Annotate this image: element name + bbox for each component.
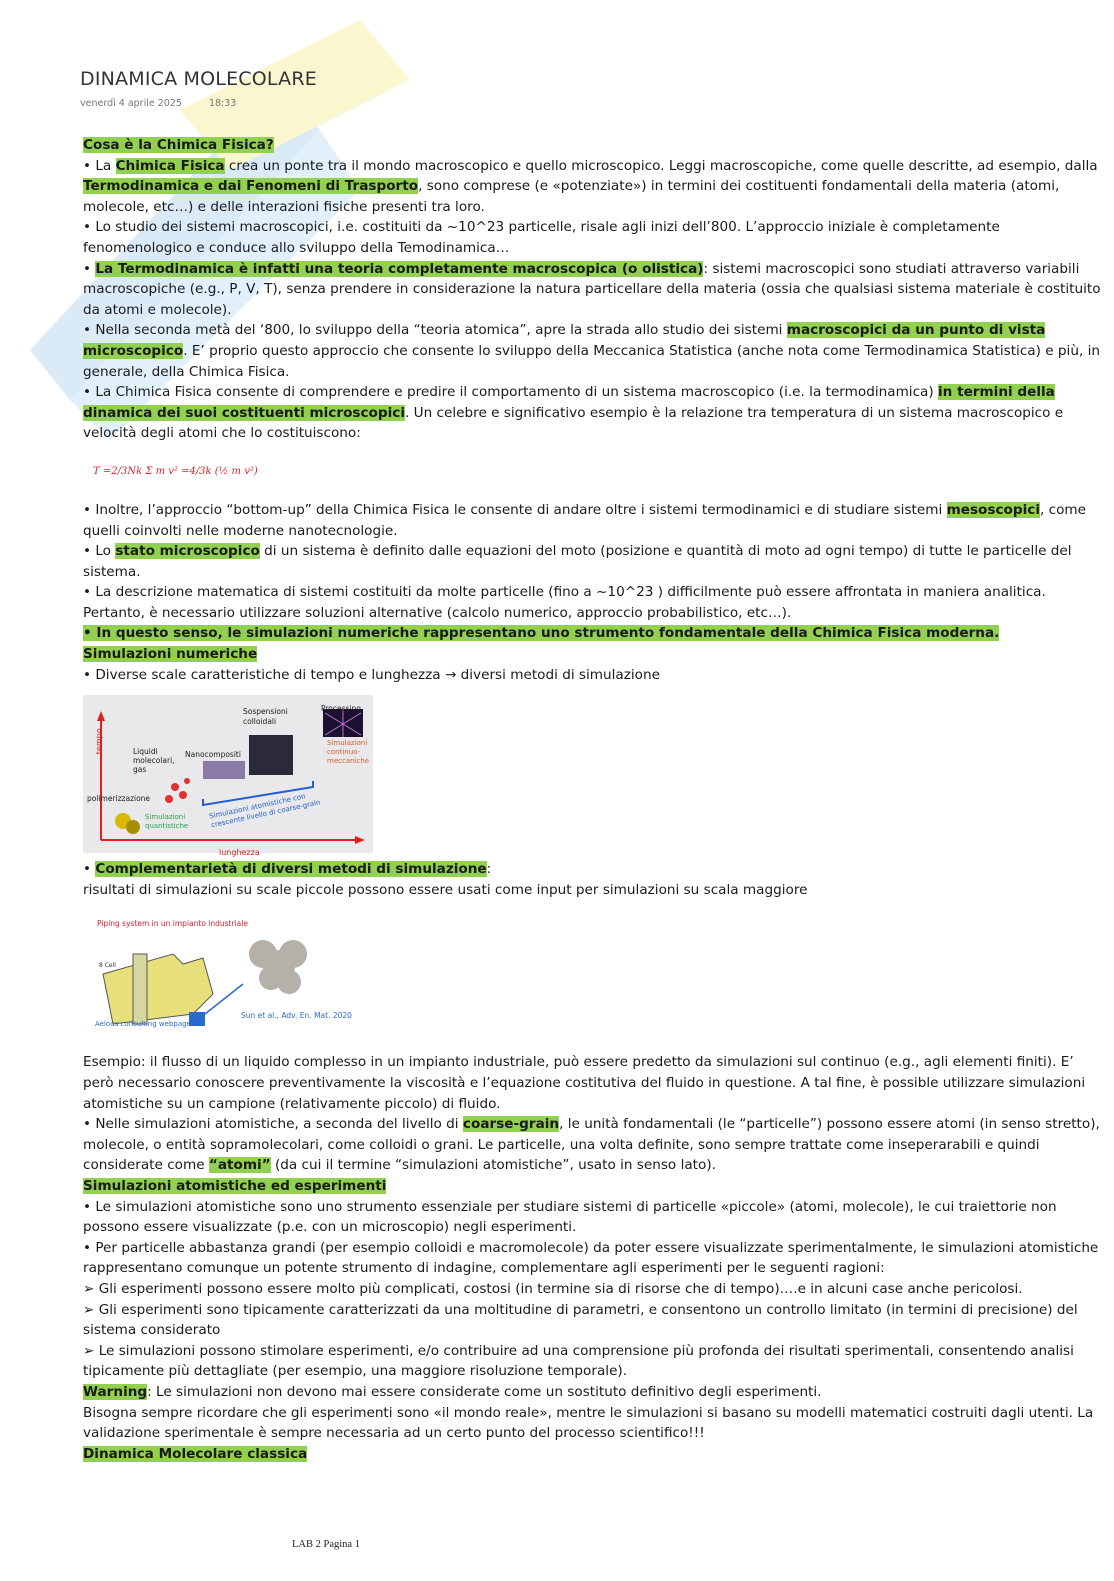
paragraph: • Le simulazioni atomistiche sono uno strumento essenziale per studiare sistemi di particelle «piccole» (atomi, molecole), le cui traiettorie non possono essere visualizzate (p.e. con un microscopio) negli esperimenti. bbox=[83, 1198, 1057, 1236]
fig1-label: polimerizzazione bbox=[87, 794, 151, 804]
paragraph: • Nella seconda metà del ‘800, lo sviluppo della “teoria atomica”, apre la strada allo studio dei sistemi macroscopici da un punto di vista microscopico. E’ proprio questo approccio che consente lo sviluppo della Meccanica Statistica (anche nota come Termodinamica Statistica) e più, in generale, della Chimica Fisica. bbox=[83, 322, 1100, 380]
fig1-label: Processing bbox=[321, 704, 362, 714]
piping-figure bbox=[93, 914, 363, 1042]
page-meta bbox=[80, 98, 260, 109]
page-time: 18:33 bbox=[208, 98, 237, 109]
paragraph: Warning: Le simulazioni non devono mai essere considerate come un sostituto definitivo degli esperimenti. bbox=[83, 1383, 822, 1400]
fig1-label: Sospensioni colloidali bbox=[243, 707, 288, 727]
paragraph: risultati di simulazioni su scale piccole possono essere usati come input per simulazioni su scala maggiore bbox=[83, 881, 808, 898]
paragraph: Bisogna sempre ricordare che gli esperimenti sono «il mondo reale», mentre le simulazioni si basano su modelli matematici costruiti dagli utenti. La validazione sperimentale è sempre necessaria ad un certo punto del processo scientifico!!! bbox=[83, 1404, 1094, 1442]
paragraph: • Lo studio dei sistemi macroscopici, i.e. costituiti da ~10^23 particelle, risale agli inizi dell’800. L’approccio iniziale è completamente fenomenologico e conduce allo sviluppo della Temodinamica… bbox=[83, 219, 1000, 256]
heading: Dinamica Molecolare classica bbox=[83, 1445, 308, 1462]
paragraph: Esempio: il flusso di un liquido complesso in un impianto industriale, può essere predetto da simulazioni sul continuo (e.g., agli elementi finiti). E’ però necessario conoscere preventivamente la viscosità e l’equazione costitutiva del fluido in questione. A tal fine, è possible utilizzare simulazioni atomistiche su un campione (relativamente piccolo) di fluido. bbox=[83, 1054, 1086, 1112]
temperature-formula: T = 2/3Nk Σ m v² = 4/3k (½ m v²) bbox=[93, 465, 258, 477]
simulation-scales-figure bbox=[83, 695, 373, 858]
note-content bbox=[83, 135, 1103, 1464]
fig1-label: Liquidi molecolari, gas bbox=[133, 747, 175, 775]
paragraph: • Diverse scale caratteristiche di tempo e lunghezza → diversi metodi di simulazione bbox=[83, 666, 660, 683]
paragraph: • Inoltre, l’approccio “bottom-up” della Chimica Fisica le consente di andare oltre i sistemi termodinamici e di studiare sistemi mesoscopici, come quelli coinvolti nelle moderne nanotecnologie. bbox=[83, 501, 1087, 539]
fig1-label: Simulazioni atomistiche con crescente livello di coarse-grain bbox=[208, 792, 322, 830]
heading: Simulazioni atomistiche ed esperimenti bbox=[83, 1178, 387, 1194]
page-date: venerdì 4 aprile 2025 bbox=[80, 98, 182, 109]
fig2-label: Sun et al., Adv. En. Mat. 2020 bbox=[241, 1011, 352, 1021]
fig2-label: 8 Cell bbox=[99, 962, 116, 970]
paragraph: • In questo senso, le simulazioni numeriche rappresentano uno strumento fondamentale della Chimica Fisica moderna. bbox=[83, 625, 1000, 642]
page-footer: LAB 2 Pagina 1 bbox=[292, 1539, 360, 1550]
fig1-yaxis-label: tempo bbox=[94, 728, 104, 755]
fig2-label: Piping system in un impianto industriale bbox=[97, 919, 248, 929]
paragraph: • Complementarietà di diversi metodi di simulazione: bbox=[83, 861, 492, 878]
page-title: DINAMICA MOLECOLARE bbox=[80, 68, 317, 90]
paragraph: • Nelle simulazioni atomistiche, a seconda del livello di coarse-grain, le unità fondamentali (le “particelle”) possono essere atomi (in senso stretto), molecole, o entità sopramolecolari, come colloidi o grani. Le particelle, una volta definite, sono sempre trattate come inseperarabili e quindi considerate come “atomi” (da cui il termine “simulazioni atomistiche”, usato in senso lato). bbox=[83, 1116, 1100, 1174]
fig2-label: Aelous consulting webpage bbox=[95, 1020, 191, 1029]
paragraph: • Per particelle abbastanza grandi (per esempio colloidi e macromolecole) da poter essere visualizzate sperimentalmente, le simulazioni atomistiche rappresentano comunque un potente strumento di indagine, complementare agli esperimenti per le seguenti ragioni: bbox=[83, 1239, 1099, 1277]
heading: Cosa è la Chimica Fisica? bbox=[83, 137, 274, 153]
paragraph: ➢ Gli esperimenti sono tipicamente caratterizzati da una moltitudine di parametri, e consentono un controllo limitato (in termini di precisione) del sistema considerato bbox=[83, 1301, 1078, 1339]
paragraph: • Lo stato microscopico di un sistema è definito dalle equazioni del moto (posizione e quantità di moto ad ogni tempo) di tutte le particelle del sistema. bbox=[83, 543, 1072, 580]
paragraph: • La descrizione matematica di sistemi costituiti da molte particelle (fino a ~10^23 ) difficilmente può essere affrontata in maniera analitica. Pertanto, è necessario utilizzare soluzioni alternative (calcolo numerico, approccio probabilistico, etc…). bbox=[83, 584, 1046, 621]
paragraph: • La Termodinamica è infatti una teoria completamente macroscopica (o olistica): sistemi macroscopici sono studiati attraverso variabili macroscopiche (e.g., P, V, T), senza prendere in considerazione la natura particellare della materia (ossia che qualsiasi sistema materiale è costituito da atomi e molecole). bbox=[83, 260, 1101, 318]
fig1-label: Simulazioni quantistiche bbox=[145, 813, 189, 831]
paragraph: ➢ Le simulazioni possono stimolare esperimenti, e/o contribuire ad una comprensione più profonda dei risultati sperimentali, consentendo analisi tipicamente più dettagliate (per esempio, una maggiore risoluzione temporale). bbox=[83, 1342, 1074, 1380]
paragraph: • La Chimica Fisica consente di comprendere e predire il comportamento di un sistema macroscopico (i.e. la termodinamica) in termini della dinamica dei suoi costituenti microscopici. Un celebre e significativo esempio è la relazione tra temperatura di un sistema macroscopico e velocità degli atomi che lo costituiscono: bbox=[83, 384, 1064, 442]
paragraph: • La Chimica Fisica crea un ponte tra il mondo macroscopico e quello microscopico. Leggi macroscopiche, come quelle descritte, ad esempio, dalla Termodinamica e dai Fenomeni di Trasporto, sono comprese (e «potenziate») in termini dei costituenti fondamentali della materia (atomi, molecole, etc…) e delle interazioni fisiche presenti tra loro. bbox=[83, 157, 1098, 215]
paragraph: ➢ Gli esperimenti possono essere molto più complicati, costosi (in termine sia di risorse che di tempo)….e in alcuni case anche pericolosi. bbox=[83, 1280, 1023, 1297]
heading: Simulazioni numeriche bbox=[83, 646, 258, 663]
fig1-label: Nanocompositi bbox=[185, 750, 241, 760]
fig1-xaxis-label: lunghezza bbox=[219, 848, 260, 858]
fig1-label: Simulazioni continuo-meccaniche bbox=[327, 739, 370, 766]
